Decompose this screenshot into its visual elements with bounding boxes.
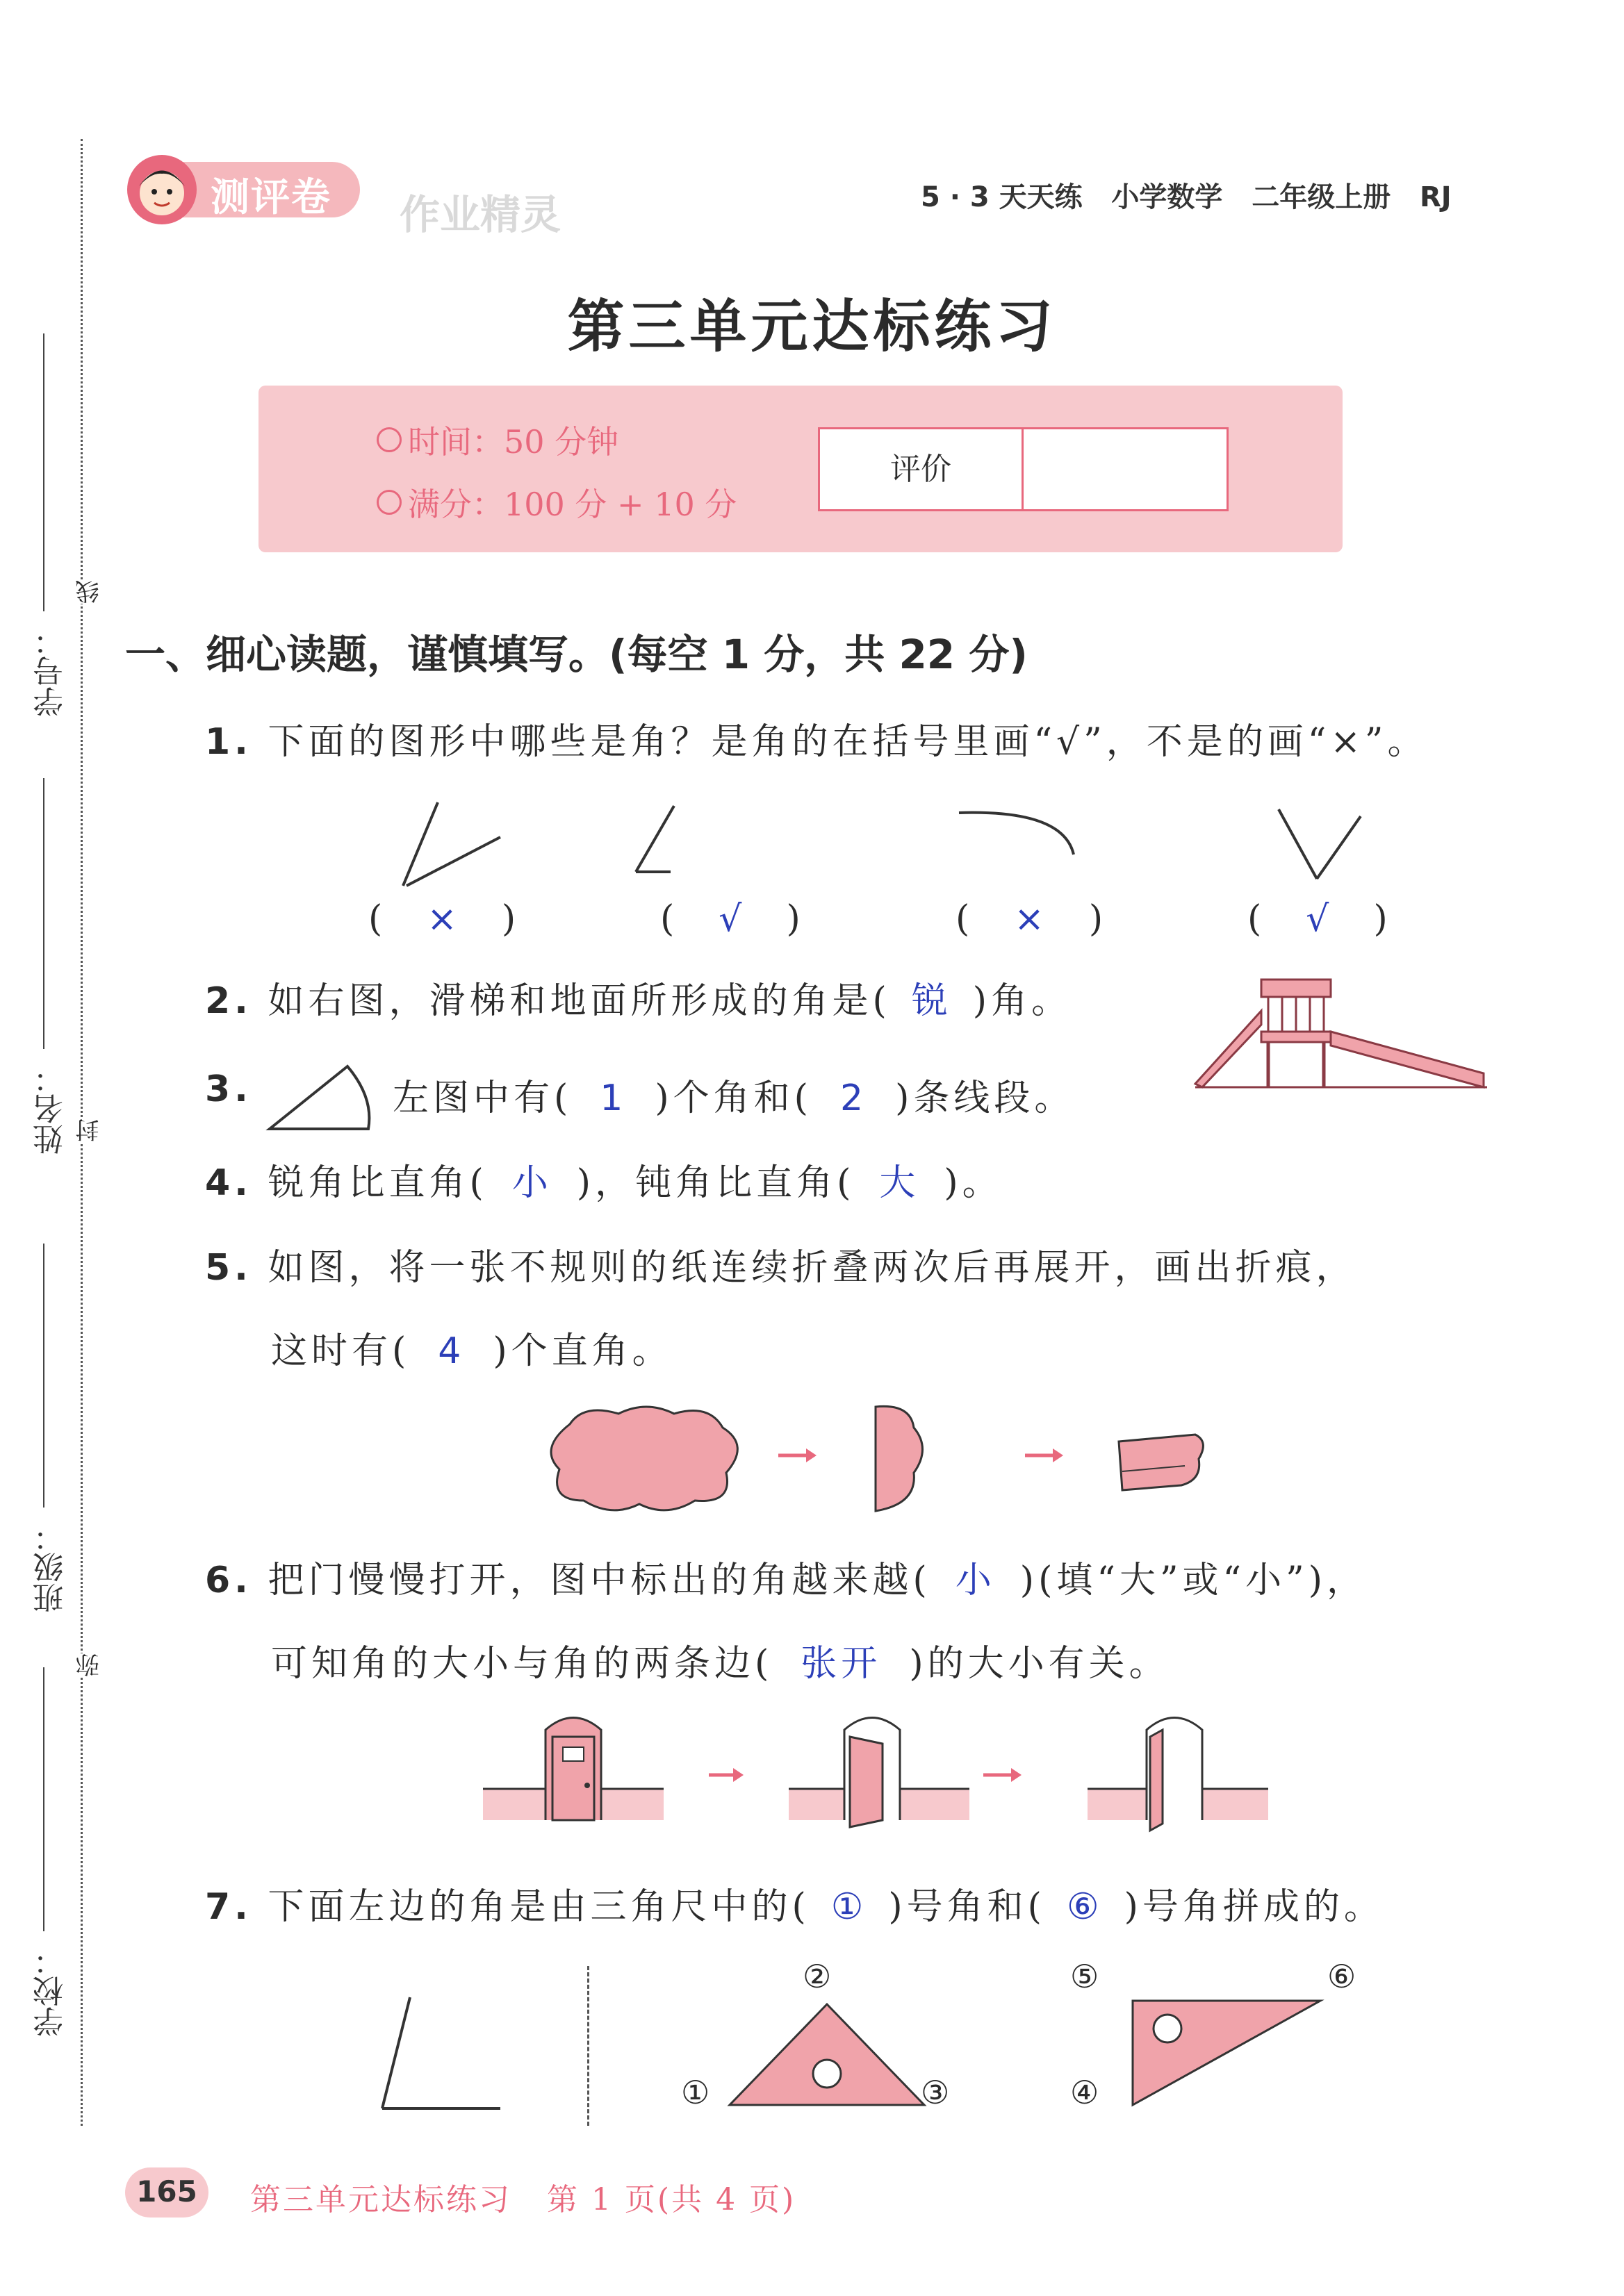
question-3-text: 左图中有( 1 )个角和( 2 )条线段。 xyxy=(393,1077,1075,1119)
student-number-field[interactable] xyxy=(43,333,44,611)
paper-folding-diagram xyxy=(542,1396,1265,1521)
page-title: 第三单元达标练习 xyxy=(567,293,1057,360)
full-score: 满分：100 分 + 10 分 xyxy=(408,486,737,523)
question-2: 2. 如右图，滑梯和地面所形成的角是( 锐 )角。 xyxy=(205,980,1072,1022)
triangle-label-5: ⑤ xyxy=(1070,1958,1099,1995)
slide-illustration xyxy=(1192,969,1491,1094)
question-7: 7. 下面左边的角是由三角尺中的( ① )号角和( ⑥ )号角拼成的。 xyxy=(205,1886,1384,1928)
sector-figure xyxy=(264,1059,382,1136)
door-opening-diagram xyxy=(483,1706,1282,1844)
question-6-line2: 可知角的大小与角的两条边( 张开 )的大小有关。 xyxy=(271,1643,1170,1685)
series-info: 5 · 3 天天练 小学数学 二年级上册 RJ xyxy=(921,181,1452,213)
composite-angle-figure xyxy=(375,1994,514,2119)
question-text: 下面的图形中哪些是角？是角的在括号里画“√”，不是的画“×”。 xyxy=(268,721,1428,763)
q1-answer-1[interactable]: ( × ) xyxy=(368,898,520,940)
time-limit: 时间：50 分钟 xyxy=(408,423,619,461)
evaluation-table xyxy=(818,427,1229,511)
triangle-label-4: ④ xyxy=(1070,2074,1099,2111)
question-3: 3. xyxy=(205,1068,252,1110)
child-mascot-icon xyxy=(124,151,200,228)
q5-answer[interactable]: 4 xyxy=(438,1330,466,1372)
clock-icon xyxy=(377,427,402,452)
q6-answer-1[interactable]: 小 xyxy=(955,1560,996,1601)
right-triangle-ruler xyxy=(1119,1980,1327,2119)
class-label: 班级： xyxy=(33,1521,69,1613)
binding-word-xian: 线 xyxy=(72,580,106,604)
test-badge xyxy=(124,151,367,228)
check-icon xyxy=(377,490,402,515)
triangle-label-3: ③ xyxy=(921,2074,950,2111)
dashed-divider xyxy=(587,1966,589,2126)
q3-answer-1[interactable]: 1 xyxy=(600,1077,628,1119)
question-5-line2: 这时有( 4 )个直角。 xyxy=(271,1330,673,1372)
evaluation-value[interactable] xyxy=(1024,429,1225,509)
page-number: 165 xyxy=(136,2174,197,2208)
angle-figures xyxy=(375,795,1418,900)
q4-answer-1[interactable]: 小 xyxy=(511,1162,552,1204)
student-number-label: 学号： xyxy=(33,625,69,717)
triangle-label-2: ② xyxy=(803,1958,832,1995)
triangle-rulers xyxy=(723,1994,931,2119)
footer-text: 第三单元达标练习 第 1 页(共 4 页) xyxy=(250,2182,796,2217)
triangle-label-6: ⑥ xyxy=(1327,1958,1356,1995)
class-field[interactable] xyxy=(43,1244,44,1508)
watermark-text: 作业精灵 xyxy=(400,191,561,238)
info-box xyxy=(259,386,1343,552)
q1-answer-3[interactable]: ( × ) xyxy=(955,898,1108,940)
q7-answer-2[interactable]: ⑥ xyxy=(1066,1886,1104,1928)
q6-answer-2[interactable]: 张开 xyxy=(801,1643,882,1685)
question-1 xyxy=(205,712,1428,764)
q1-answer-2[interactable]: ( √ ) xyxy=(660,898,805,940)
q7-answer-1[interactable]: ① xyxy=(830,1886,868,1928)
student-name-label: 姓名： xyxy=(33,1063,69,1155)
school-label: 学校： xyxy=(33,1945,69,2037)
question-6: 6. 把门慢慢打开，图中标出的角越来越( 小 )(填“大”或“小”)， xyxy=(205,1560,1367,1601)
q4-answer-2[interactable]: 大 xyxy=(879,1162,920,1204)
question-number: 1. xyxy=(205,721,252,763)
student-name-field[interactable] xyxy=(43,778,44,1049)
evaluation-label: 评价 xyxy=(820,429,1024,509)
school-field[interactable] xyxy=(43,1667,44,1931)
triangle-label-1: ① xyxy=(681,2074,710,2111)
q2-answer[interactable]: 锐 xyxy=(911,980,952,1022)
q3-answer-2[interactable]: 2 xyxy=(839,1077,868,1119)
question-5: 5. 如图，将一张不规则的纸连续折叠两次后再展开，画出折痕， xyxy=(205,1247,1356,1289)
binding-word-feng: 封 xyxy=(72,1118,106,1142)
badge-label: 测评卷 xyxy=(211,175,331,220)
section-heading: 一、细心读题，谨慎填写。(每空 1 分，共 22 分) xyxy=(125,631,1028,678)
question-4: 4. 锐角比直角( 小 )，钝角比直角( 大 )。 xyxy=(205,1162,1003,1204)
q1-answer-4[interactable]: ( √ ) xyxy=(1247,898,1392,940)
binding-word-mi: 弥 xyxy=(72,1653,106,1677)
